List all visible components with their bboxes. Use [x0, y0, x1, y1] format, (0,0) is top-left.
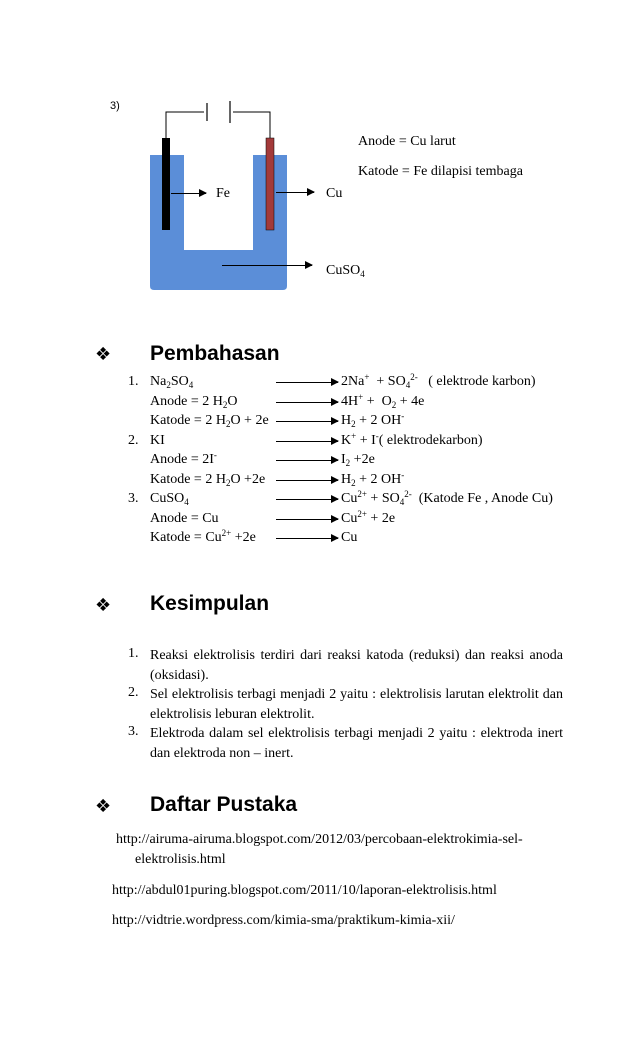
- reaction-arrow: [276, 441, 338, 442]
- reaction-left: Katode = 2 $H_2O +2e$: [150, 471, 266, 488]
- label-fe: Fe: [216, 186, 230, 201]
- label-cu: Cu: [326, 186, 343, 201]
- reaction-left: $Na_2SO_4$: [150, 374, 194, 390]
- figure-number: 3): [110, 100, 120, 112]
- reaction-arrow: [276, 460, 338, 461]
- reference-link[interactable]: elektrolisis.html: [135, 852, 226, 867]
- list-number: 3.: [128, 491, 139, 506]
- reaction-right: $Cu^{2+} + 2e$: [341, 508, 396, 526]
- arrow-cuso4: [222, 265, 312, 266]
- bullet-icon: ❖: [95, 344, 112, 365]
- reference-link[interactable]: http://abdul01puring.blogspot.com/2011/10/laporan-elektrolisis.html: [112, 883, 497, 898]
- wire-left: [166, 112, 204, 140]
- list-number: 3.: [128, 724, 139, 739]
- reaction-left: KI: [150, 432, 165, 448]
- reaction-left: Anode = 2 $H_2O$: [150, 393, 238, 410]
- reaction-arrow: [276, 382, 338, 383]
- bullet-icon: ❖: [95, 595, 112, 616]
- reaction-arrow: [276, 421, 338, 422]
- cu-electrode: [266, 138, 274, 230]
- reference-link[interactable]: http://airuma-airuma.blogspot.com/2012/03/percobaan-elektrokimia-sel-: [116, 832, 523, 847]
- katode-note: Katode = Fe dilapisi tembaga: [358, 164, 523, 179]
- anode-note: Anode = Cu larut: [358, 134, 456, 149]
- reaction-right: $H_2 + 2$ OH-: [341, 411, 405, 429]
- reaction-left: Anode = 2I-: [150, 450, 217, 467]
- list-item: Elektroda dalam sel elektrolisis terbagi menjadi 2 yaitu : elektroda inert dan elektroda non – inert.: [150, 726, 563, 761]
- list-number: 2.: [128, 685, 139, 700]
- reaction-arrow: [276, 402, 338, 403]
- wire-right: [233, 112, 270, 140]
- reaction-right: $Cu^{2+} + SO_4^{2-}$ (Katode Fe , Anode Cu): [341, 489, 553, 507]
- reaction-left: Katode = 2 $H_2O + 2e$: [150, 413, 269, 429]
- list-number: 1.: [128, 646, 139, 661]
- reaction-right: K+ + I-( elektrodekarbon): [341, 430, 483, 448]
- section-heading-kesimpulan: Kesimpulan: [150, 592, 270, 615]
- reference-link[interactable]: http://vidtrie.wordpress.com/kimia-sma/praktikum-kimia-xii/: [112, 913, 455, 928]
- list-item: Sel elektrolisis terbagi menjadi 2 yaitu : elektrolisis larutan elektrolit dan elektrolisis leburan elektrolit.: [150, 687, 563, 722]
- arrow-fe: [171, 193, 206, 194]
- reaction-arrow: [276, 499, 338, 500]
- bullet-icon: ❖: [95, 796, 112, 817]
- reaction-left: Anode = Cu: [150, 510, 219, 526]
- section-heading-daftar-pustaka: Daftar Pustaka: [150, 793, 298, 816]
- reaction-arrow: [276, 519, 338, 520]
- list-item: Reaksi elektrolisis terdiri dari reaksi katoda (reduksi) dan reaksi anoda (oksidasi).: [150, 648, 563, 683]
- arrow-cu: [276, 192, 314, 193]
- reaction-right: Cu: [341, 530, 358, 545]
- section-heading-pembahasan: Pembahasan: [150, 342, 280, 365]
- reaction-left: Katode = $Cu^{2+} +2e$: [150, 528, 256, 545]
- list-number: 2.: [128, 432, 139, 448]
- reaction-right: $2Na^+ + SO_4^{2-}$ ( elektrode karbon): [341, 372, 536, 390]
- reaction-left: CuSO$_4$: [150, 491, 189, 507]
- fe-electrode: [162, 138, 170, 230]
- reaction-right: $4H^+ + O_2 + 4e$: [341, 391, 425, 410]
- label-cuso4: CuSO$_4$: [326, 263, 365, 279]
- list-number: 1.: [128, 374, 139, 389]
- reaction-arrow: [276, 480, 338, 481]
- reaction-arrow: [276, 538, 338, 539]
- reaction-right: $H_2 + 2$ OH-: [341, 469, 405, 488]
- reaction-right: $I_2 +2e$: [341, 452, 375, 468]
